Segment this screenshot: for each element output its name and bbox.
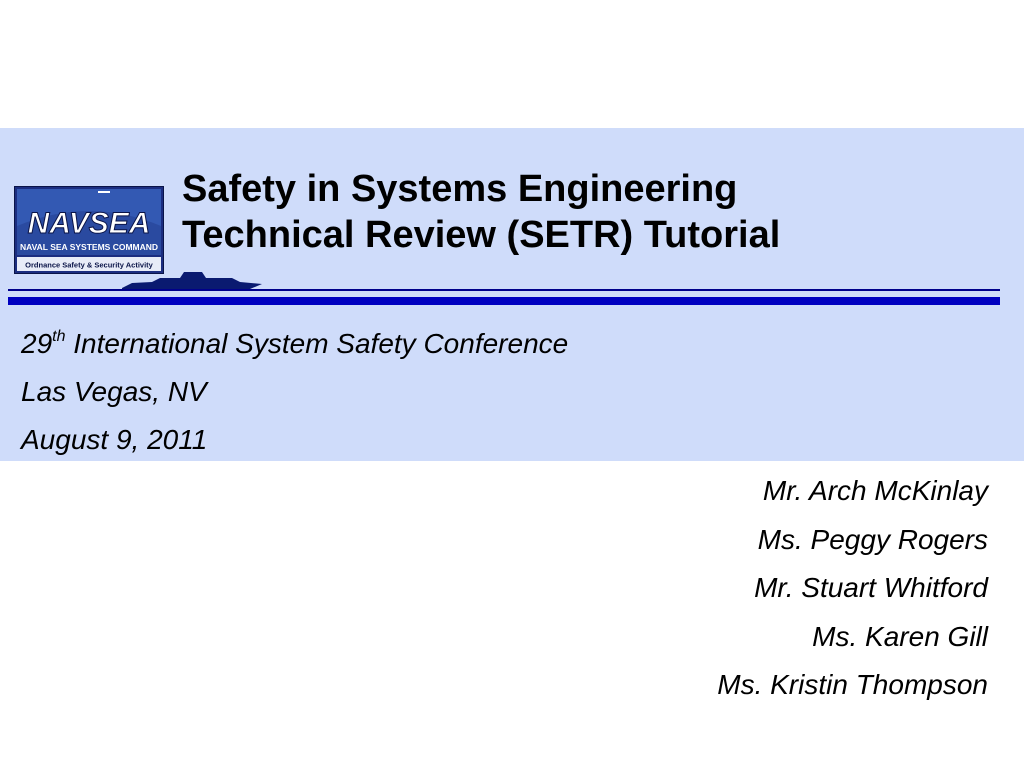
conference-line	[21, 320, 568, 368]
conference-ordinal-suffix: th	[52, 328, 66, 345]
author-name: Ms. Karen Gill	[812, 620, 988, 652]
author-list	[717, 467, 988, 710]
ship-silhouette-icon	[122, 268, 262, 290]
author-name: Ms. Kristin Thompson	[717, 669, 988, 700]
event-date: August 9, 2011	[21, 424, 208, 455]
logo-command: NAVAL SEA SYSTEMS COMMAND	[19, 242, 159, 252]
event-details	[21, 320, 568, 464]
author-name: Mr. Arch McKinlay	[762, 475, 988, 506]
conference-ordinal: 29	[21, 328, 53, 359]
logo-wordmark: NAVSEA	[27, 207, 151, 240]
author-name: Mr. Stuart Whitford	[754, 572, 988, 603]
title-rule-thin	[8, 289, 1000, 291]
conference-name: International System Safety Conference	[65, 328, 569, 359]
title-line-2: Technical Review (SETR) Tutorial	[182, 214, 781, 256]
event-location: Las Vegas, NV	[21, 376, 207, 407]
title-line-1: Safety in Systems Engineering	[182, 168, 738, 210]
title-rule-thick	[8, 297, 1000, 305]
navsea-logo	[14, 186, 164, 274]
slide-title	[182, 166, 780, 258]
logo-activity: Ordnance Safety & Security Activity	[25, 260, 153, 270]
author-name: Ms. Peggy Rogers	[757, 523, 988, 555]
